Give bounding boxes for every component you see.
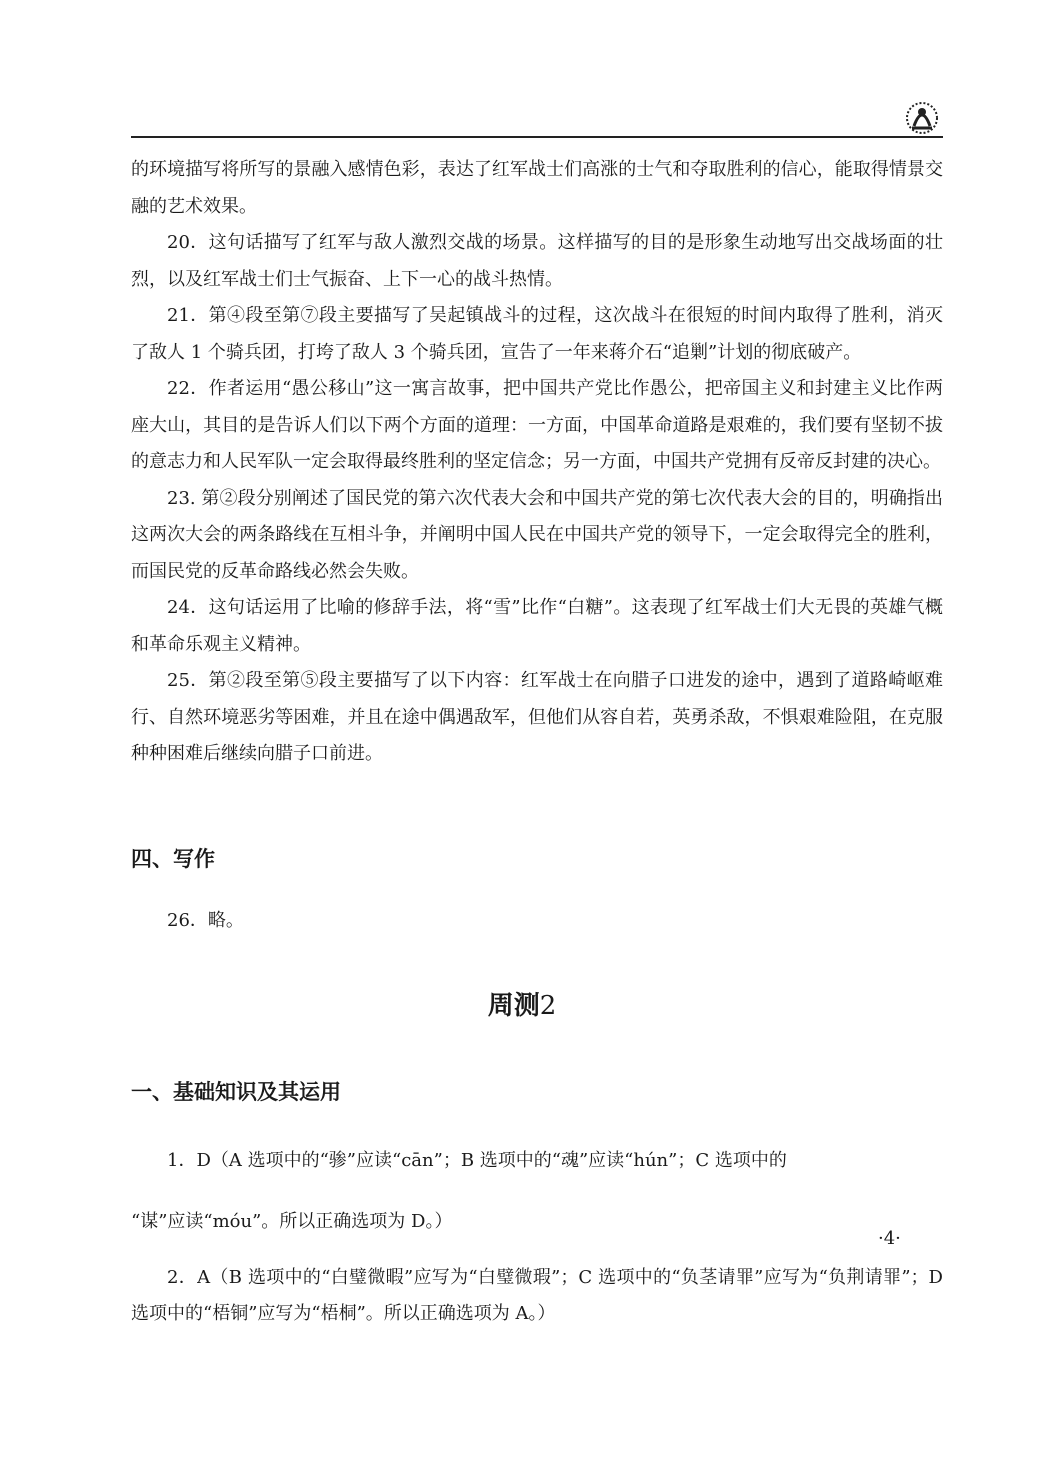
answer-body	[131, 152, 943, 773]
page-title	[0, 985, 1044, 1022]
section-heading-basics: 一、基础知识及其运用	[131, 1080, 341, 1104]
reader-seal-icon	[902, 96, 942, 136]
answer-26: 26．略。	[167, 910, 244, 931]
answer-23: 23. 第②段分别阐述了国民党的第六次代表大会和中国共产党的第七次代表大会的目的，明确指出这两次大会的两条路线在互相斗争，并阐明中国人民在中国共产党的领导下，一定会取得完全的胜利，而国民党的反革命路线必然会失败。	[131, 487, 943, 582]
answer-21: 21．第④段至第⑦段主要描写了吴起镇战斗的过程，这次战斗在很短的时间内取得了胜利，消灭了敌人 1 个骑兵团，打垮了敌人 3 个骑兵团，宣告了一年来蒋介石“追剿”计划的彻底破产。	[131, 305, 943, 363]
answer-22: 22．作者运用“愚公移山”这一寓言故事，把中国共产党比作愚公，把帝国主义和封建主义比作两座大山，其目的是告诉人们以下两个方面的道理：一方面，中国革命道路是艰难的，我们要有坚韧不拔的意志力和人民军队一定会取得最终胜利的坚定信念；另一方面，中国共产党拥有反帝反封建的决心。	[131, 378, 943, 472]
title-text: 周测	[487, 991, 540, 1021]
section-heading-writing: 四、写作	[131, 847, 215, 871]
paragraph-19-cont: 的环境描写将所写的景融入感情色彩，表达了红军战士们高涨的士气和夺取胜利的信心，能取得情景交融的艺术效果。	[131, 159, 943, 217]
answer-1-line1: 1．D（A 选项中的“骖”应读“cān”；B 选项中的“魂”应读“hún”；C 选项中的	[167, 1150, 787, 1171]
answer-1-line2: “谋”应读“móu”。所以正确选项为 D。）	[131, 1211, 453, 1232]
answer-20: 20．这句话描写了红军与敌人激烈交战的场景。这样描写的目的是形象生动地写出交战场面的壮烈，以及红军战士们士气振奋、上下一心的战斗热情。	[131, 232, 943, 290]
page-number: ·4·	[878, 1228, 901, 1249]
title-number: 2	[539, 991, 557, 1021]
header-rule	[131, 136, 943, 138]
answer-2: 2．A（B 选项中的“白璧微暇”应写为“白璧微瑕”；C 选项中的“负茎请罪”应写为“负荆请罪”；D 选项中的“梧铜”应写为“梧桐”。所以正确选项为 A。）	[131, 1267, 943, 1324]
answer-24: 24．这句话运用了比喻的修辞手法，将“雪”比作“白糖”。这表现了红军战士们大无畏的英雄气概和革命乐观主义精神。	[131, 597, 943, 655]
answer-25: 25．第②段至第⑤段主要描写了以下内容：红军战士在向腊子口进发的途中，遇到了道路崎岖难行、自然环境恶劣等困难，并且在途中偶遇敌军，但他们从容自若，英勇杀敌，不惧艰难险阻，在克服种种困难后继续向腊子口前进。	[131, 670, 943, 764]
